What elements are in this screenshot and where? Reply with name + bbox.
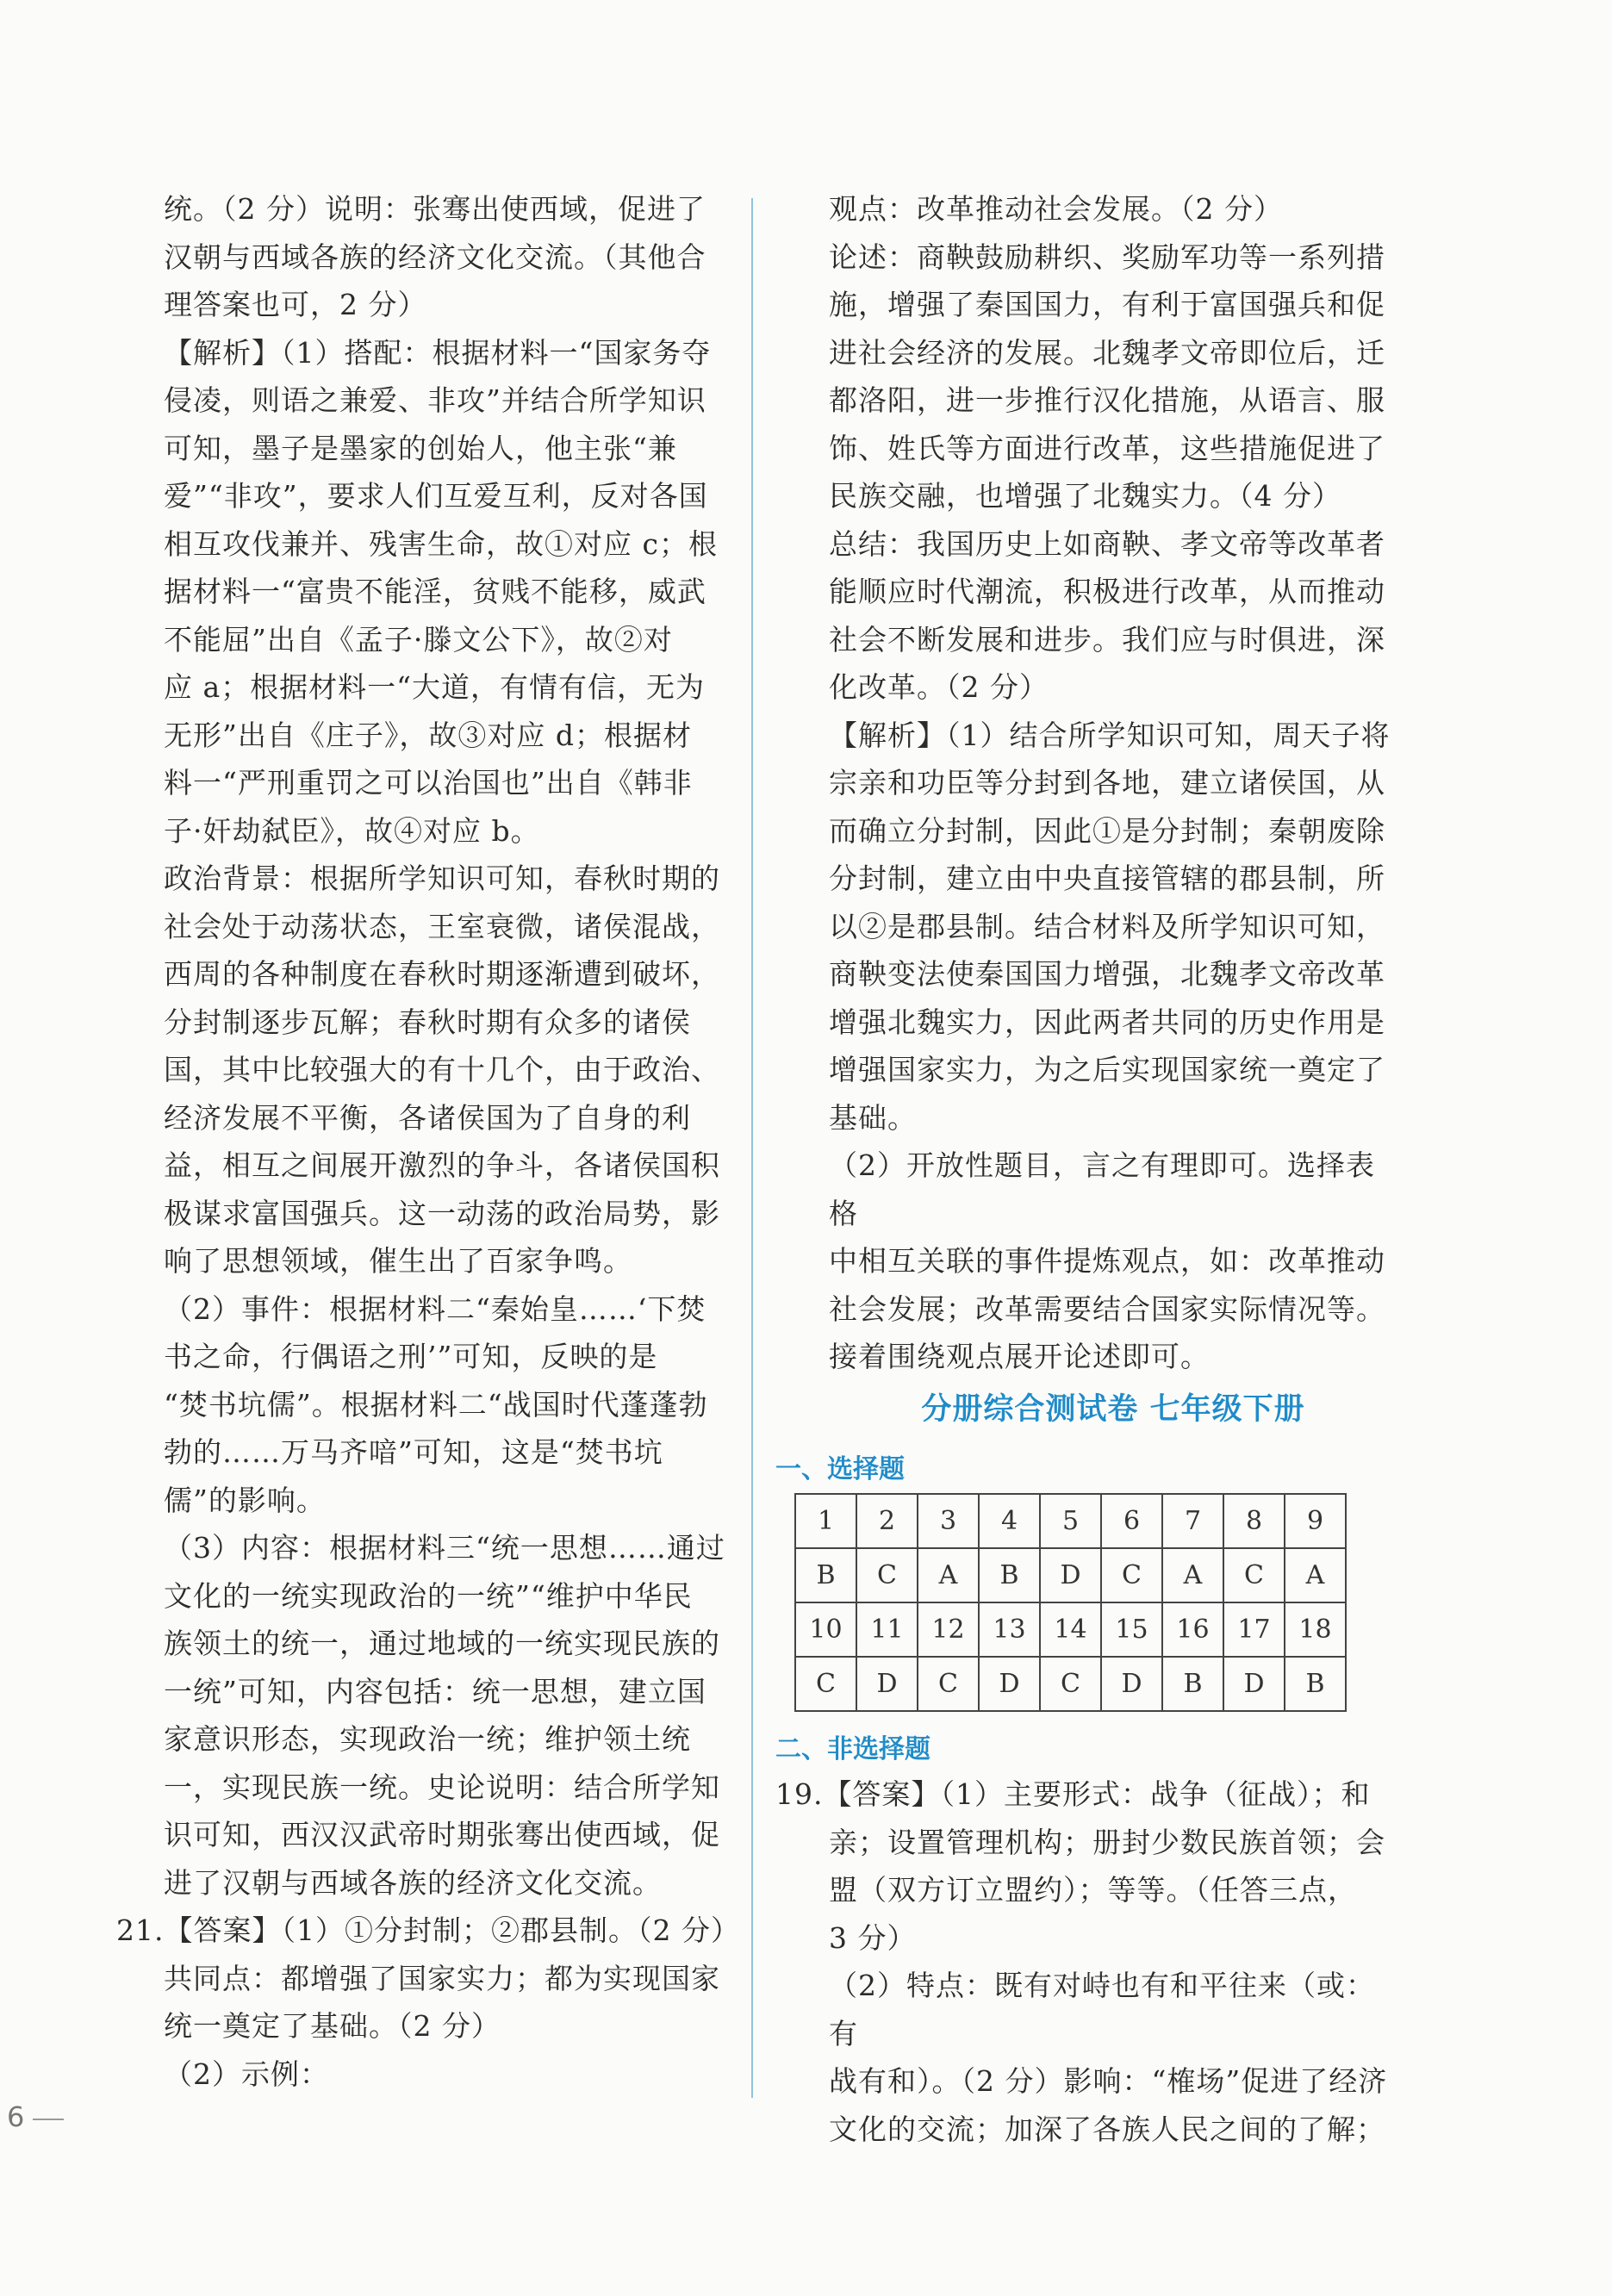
q21-answer-line: 21.【答案】（1）①分封制；②郡县制。（2 分） [116, 1913, 740, 1947]
text-line: 响了思想领域，催生出了百家争鸣。 [164, 1244, 632, 1278]
text-line: 进社会经济的发展。北魏孝文帝即位后，迁 [829, 335, 1385, 370]
table-cell: A [918, 1548, 979, 1602]
q19-line: 19.【答案】（1）主要形式：战争（征战）；和 [775, 1777, 1371, 1811]
text-line: 识可知，西汉汉武帝时期张骞出使西域，促 [164, 1818, 720, 1851]
text-line: “焚书坑儒”。根据材料二“战国时代蓬蓬勃 [164, 1387, 708, 1422]
table-cell: 13 [979, 1602, 1040, 1657]
text-line: 进了汉朝与西域各族的经济文化交流。 [164, 1865, 662, 1900]
text-line: 家意识形态，实现政治一统；维护领土统 [164, 1722, 691, 1756]
column-divider [751, 198, 753, 2098]
table-cell: 12 [918, 1602, 979, 1657]
text-line: 民族交融，也增强了北魏实力。（4 分） [829, 479, 1341, 513]
text-line: 益，相互之间展开激烈的争斗，各诸侯国积 [164, 1148, 720, 1182]
part1-title: 一、选择题 [775, 1454, 905, 1484]
table-cell: 10 [795, 1602, 856, 1657]
text-line: 基础。 [829, 1100, 917, 1135]
table-cell: D [979, 1657, 1040, 1711]
q19-line: （2）特点：既有对峙也有和平往来（或：有 [829, 1969, 1375, 2050]
text-line: 极谋求富国强兵。这一动荡的政治局势，影 [164, 1196, 720, 1230]
text-line: 汉朝与西域各族的经济文化交流。（其他合 [164, 240, 706, 274]
table-cell: C [856, 1548, 918, 1602]
table-cell: C [1101, 1548, 1162, 1602]
text-line: （3）内容：根据材料三“统一思想……通过 [164, 1531, 725, 1565]
q21-answer-line: （2）示例： [164, 2056, 329, 2091]
table-row [795, 1548, 1346, 1602]
text-line: 宗亲和功臣等分封到各地，建立诸侯国，从 [829, 766, 1385, 800]
page-number: 6 [7, 2100, 25, 2133]
text-line: 增强北魏实力，因此两者共同的历史作用是 [829, 1005, 1385, 1039]
text-line: 社会发展；改革需要结合国家实际情况等。 [829, 1291, 1385, 1326]
q19-block [775, 1770, 1396, 2153]
table-cell: A [1162, 1548, 1223, 1602]
text-line: 总结：我国历史上如商鞅、孝文帝等改革者 [829, 526, 1385, 561]
q19-line: 文化的交流；加深了各族人民之间的了解； [829, 2112, 1385, 2146]
table-row [795, 1602, 1346, 1657]
text-line: 不能屈”出自《孟子·滕文公下》，故②对 [164, 622, 673, 656]
table-cell: C [918, 1657, 979, 1711]
text-line: 无形”出自《庄子》，故③对应 d；根据材 [164, 718, 692, 752]
table-cell: 14 [1040, 1602, 1101, 1657]
text-line: 【解析】（1）结合所学知识可知，周天子将 [829, 718, 1391, 752]
text-line: 爱”“非攻”，要求人们互爱互利，反对各国 [164, 479, 708, 513]
table-cell: B [795, 1548, 856, 1602]
text-line: 应 a；根据材料一“大道，有情有信，无为 [164, 670, 706, 704]
text-line: 子·奸劫弑臣》，故④对应 b。 [164, 813, 540, 848]
q21-answer-line: 共同点：都增强了国家实力；都为实现国家 [164, 1961, 720, 1995]
table-cell: 16 [1162, 1602, 1223, 1657]
text-line: 文化的一统实现政治的一统”“维护中华民 [164, 1578, 693, 1613]
part2-title: 二、非选择题 [775, 1734, 930, 1764]
text-line: 料一“严刑重罚之可以治国也”出自《韩非 [164, 766, 693, 800]
text-line: 社会处于动荡状态，王室衰微，诸侯混战， [164, 909, 720, 943]
table-cell: 15 [1101, 1602, 1162, 1657]
table-cell: B [1162, 1657, 1223, 1711]
table-cell: D [1101, 1657, 1162, 1711]
q19-line: 亲；设置管理机构；册封少数民族首领；会 [829, 1825, 1385, 1859]
text-line: 理答案也可，2 分） [164, 288, 427, 321]
table-cell: C [795, 1657, 856, 1711]
table-cell: 7 [1162, 1494, 1223, 1548]
page-number-dash [33, 2119, 64, 2120]
text-line: 增强国家实力，为之后实现国家统一奠定了 [829, 1053, 1385, 1086]
right-column [829, 185, 1397, 1381]
table-cell: C [1223, 1548, 1285, 1602]
text-line: 西周的各种制度在春秋时期逐渐遭到破坏， [164, 957, 720, 991]
table-cell: 9 [1285, 1494, 1346, 1548]
q21-answer-line: 统一奠定了基础。（2 分） [164, 2009, 501, 2043]
text-line: 国，其中比较强大的有十几个，由于政治、 [164, 1053, 720, 1086]
table-cell: 3 [918, 1494, 979, 1548]
section-title: 分册综合测试卷 七年级下册 [921, 1392, 1305, 1427]
left-column [116, 185, 740, 2098]
text-line: 以②是郡县制。结合材料及所学知识可知， [829, 909, 1385, 943]
table-cell: D [856, 1657, 918, 1711]
table-cell: 5 [1040, 1494, 1101, 1548]
table-cell: B [1285, 1657, 1346, 1711]
table-row [795, 1657, 1346, 1711]
table-cell: C [1040, 1657, 1101, 1711]
text-line: 侵凌，则语之兼爱、非攻”并结合所学知识 [164, 383, 706, 417]
text-line: 化改革。（2 分） [829, 670, 1049, 704]
text-line: 一统”可知，内容包括：统一思想，建立国 [164, 1674, 706, 1708]
text-line: （2）开放性题目，言之有理即可。选择表格 [829, 1148, 1375, 1230]
text-line: 施，增强了秦国国力，有利于富国强兵和促 [829, 288, 1385, 321]
text-line: 观点：改革推动社会发展。（2 分） [829, 192, 1283, 226]
text-line: 儒”的影响。 [164, 1483, 326, 1517]
table-cell: D [1223, 1657, 1285, 1711]
text-line: 【解析】（1）搭配：根据材料一“国家务夺 [164, 335, 712, 370]
table-cell: B [979, 1548, 1040, 1602]
text-line: 饰、姓氏等方面进行改革，这些措施促进了 [829, 431, 1385, 465]
text-line: 相互攻伐兼并、残害生命，故①对应 c；根 [164, 526, 718, 561]
text-line: 经济发展不平衡，各诸侯国为了自身的利 [164, 1100, 691, 1135]
text-line: 书之命，行偶语之刑’”可知，反映的是 [164, 1340, 658, 1373]
text-line: 政治背景：根据所学知识可知，春秋时期的 [164, 862, 720, 895]
text-line: 据材料一“富贵不能淫，贫贱不能移，威武 [164, 575, 706, 608]
table-cell: 17 [1223, 1602, 1285, 1657]
text-line: （2）事件：根据材料二“秦始皇……‘下焚 [164, 1291, 706, 1326]
q19-line: 盟（双方订立盟约）；等等。（任答三点， [829, 1873, 1357, 1907]
text-line: 统。（2 分）说明：张骞出使西域，促进了 [164, 192, 706, 226]
table-cell: 8 [1223, 1494, 1285, 1548]
text-line: 族领土的统一，通过地域的一统实现民族的 [164, 1627, 720, 1660]
table-cell: D [1040, 1548, 1101, 1602]
text-line: 勃的……万马齐喑”可知，这是“焚书坑 [164, 1435, 663, 1469]
table-cell: 11 [856, 1602, 918, 1657]
table-cell: 18 [1285, 1602, 1346, 1657]
q19-line: 3 分） [829, 1920, 917, 1955]
text-line: 都洛阳，进一步推行汉化措施，从语言、服 [829, 383, 1385, 417]
text-line: 能顺应时代潮流，积极进行改革，从而推动 [829, 575, 1385, 608]
text-line: 接着围绕观点展开论述即可。 [829, 1340, 1210, 1373]
table-cell: 1 [795, 1494, 856, 1548]
text-line: 分封制，建立由中央直接管辖的郡县制，所 [829, 862, 1385, 895]
q19-line: 战有和）。（2 分）影响：“榷场”促进了经济 [829, 2064, 1388, 2098]
text-line: 商鞅变法使秦国国力增强，北魏孝文帝改革 [829, 957, 1385, 991]
text-line: 一，实现民族一统。史论说明：结合所学知 [164, 1770, 720, 1804]
table-cell: 4 [979, 1494, 1040, 1548]
table-cell: 6 [1101, 1494, 1162, 1548]
table-row [795, 1494, 1346, 1548]
text-line: 论述：商鞅鼓励耕织、奖励军功等一系列措 [829, 240, 1385, 274]
text-line: 分封制逐步瓦解；春秋时期有众多的诸侯 [164, 1005, 691, 1039]
text-line: 可知，墨子是墨家的创始人，他主张“兼 [164, 431, 677, 465]
text-line: 中相互关联的事件提炼观点，如：改革推动 [829, 1244, 1385, 1278]
text-line: 而确立分封制，因此①是分封制；秦朝废除 [829, 813, 1385, 848]
text-line: 社会不断发展和进步。我们应与时俱进，深 [829, 622, 1385, 656]
table-cell: 2 [856, 1494, 918, 1548]
answer-table [794, 1493, 1347, 1712]
table-cell: A [1285, 1548, 1346, 1602]
